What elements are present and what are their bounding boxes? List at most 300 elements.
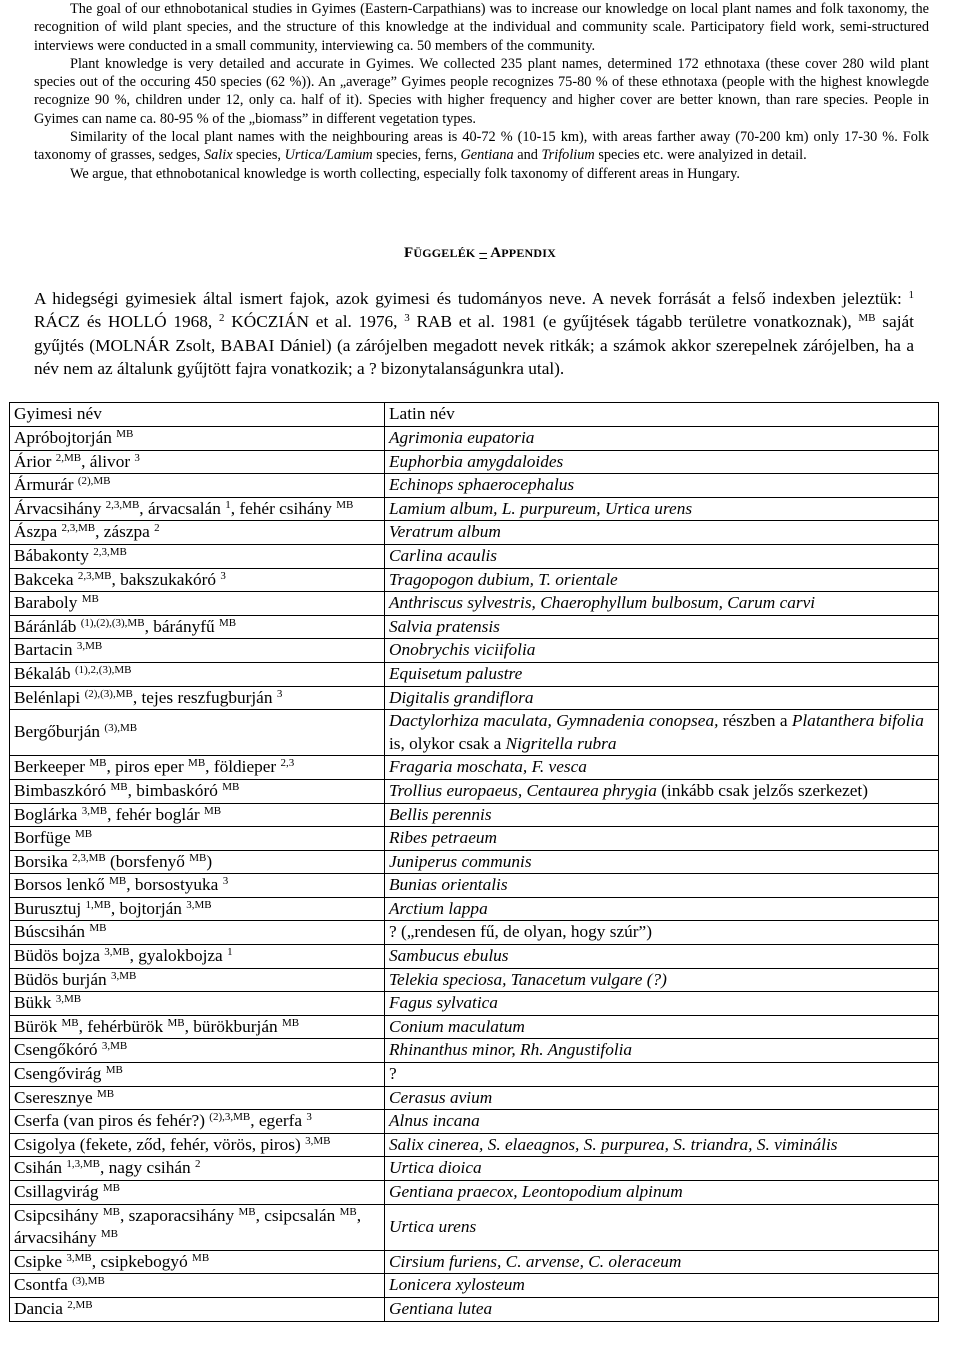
source-superscript: (3),MB (72, 1275, 105, 1288)
local-name: Burusztuj (14, 898, 82, 918)
latin-name: Nigritella rubra (505, 733, 617, 753)
latin-name: Fagus sylvatica (389, 993, 498, 1013)
local-name: Ászpa (14, 522, 58, 542)
source-superscript: 2,MB (67, 1298, 93, 1311)
latin-name-cell (385, 921, 939, 945)
source-superscript: 3,MB (55, 993, 82, 1006)
local-name-cell (10, 850, 385, 874)
latin-name-cell (385, 850, 939, 874)
local-name: Baraboly (14, 593, 78, 613)
intro-text: K (224, 312, 244, 332)
local-name: Ármurár (14, 475, 74, 495)
local-name-cell (10, 1039, 385, 1063)
local-name-cell (10, 921, 385, 945)
table-row (10, 1297, 939, 1321)
intro-superscript: 3 (404, 312, 410, 325)
intro-text: saját gyűjtés (M (34, 312, 914, 355)
latin-name-cell (385, 779, 939, 803)
local-name: Borsika (14, 851, 68, 871)
local-name: , nagy csihán (99, 1158, 191, 1178)
table-row (10, 968, 939, 992)
latin-name-cell (385, 1039, 939, 1063)
table-row (10, 1181, 939, 1205)
source-superscript: MB (222, 780, 240, 793)
latin-name-cell (385, 1086, 939, 1110)
latin-name-cell (385, 992, 939, 1016)
latin-name: Digitalis grandiflora (389, 687, 534, 707)
local-name-cell (10, 1133, 385, 1157)
local-name-cell (10, 1157, 385, 1181)
local-name: , fehér boglár (107, 804, 200, 824)
table-row (10, 592, 939, 616)
abstract-text: and (513, 147, 542, 164)
local-name: , borsostyuka (126, 875, 219, 895)
intro-superscript: MB (858, 312, 876, 325)
table-row (10, 874, 939, 898)
latin-name-cell (385, 1297, 939, 1321)
latin-name-cell (385, 897, 939, 921)
latin-note: is, olykor csak a (389, 733, 506, 753)
latin-name-cell (385, 1133, 939, 1157)
table-row (10, 710, 939, 756)
intro-text: R (409, 312, 429, 332)
source-superscript: MB (218, 616, 237, 629)
local-name: Bábakonty (14, 545, 89, 565)
local-name-cell (10, 827, 385, 851)
table-row (10, 1039, 939, 1063)
local-name: Bürök (14, 1016, 58, 1036)
source-superscript: 3,MB (81, 804, 108, 817)
source-superscript: MB (192, 1251, 210, 1264)
latin-name-cell (385, 803, 939, 827)
latin-name: Anthriscus sylvestris, Chaerophyllum bulbosum, Carum carvi (389, 593, 816, 613)
latin-name: Sambucus ebulus (389, 946, 509, 966)
table-row (10, 1086, 939, 1110)
latin-name: Alnus incana (389, 1111, 480, 1131)
local-name-cell (10, 497, 385, 521)
local-name: Borsos lenkő (14, 875, 105, 895)
table-row (10, 803, 939, 827)
source-superscript: 3,MB (104, 946, 130, 959)
latin-name-cell (385, 686, 939, 710)
source-superscript: MB (74, 828, 93, 841)
abstract-text: Similarity of the local plant names with the neighbouring areas is 40-72 % (10-15 km), with areas farther away (70-200 km) only 17-30 %. Folk taxonomy of grasses, sedges, (34, 129, 929, 164)
local-name: , fehérbürök (78, 1016, 164, 1036)
latin-name: Conium maculatum (389, 1016, 525, 1036)
latin-name-cell (385, 1250, 939, 1274)
local-name: Borfüge (14, 828, 71, 848)
title-letter: F (403, 245, 414, 261)
source-superscript: 3 (220, 569, 226, 582)
local-name-cell (10, 1250, 385, 1274)
abstract-taxon: Salix (203, 147, 233, 164)
latin-name-cell (385, 544, 939, 568)
abstract-paragraph-4: We argue, that ethnobotanical knowledge is worth collecting, especially folk taxonomy of different areas in Hungary. (70, 165, 740, 182)
local-name-cell (10, 615, 385, 639)
source-superscript: MB (105, 1064, 123, 1077)
intro-author: OLNÁR (110, 335, 170, 355)
table-row (10, 1063, 939, 1087)
local-name-cell (10, 1086, 385, 1110)
table-row (10, 897, 939, 921)
local-name: Csengőkóró (14, 1040, 98, 1060)
local-name-cell (10, 1110, 385, 1134)
source-superscript: 3 (276, 687, 283, 700)
source-superscript: MB (116, 428, 134, 440)
table-row (10, 1250, 939, 1274)
intro-superscript: 1 (908, 289, 914, 301)
latin-name: Lonicera xylosteum (389, 1275, 525, 1295)
local-name-cell (10, 710, 385, 756)
local-name: Csillagvirág (14, 1182, 99, 1201)
abstract-taxon: Urtica/Lamium (284, 147, 373, 164)
local-name: Árior (14, 451, 52, 471)
local-name: Báránláb (14, 616, 77, 636)
latin-note: ? („rendesen fű, de olyan, hogy szúr”) (389, 922, 652, 942)
source-superscript: 3,MB (186, 898, 212, 911)
local-name-cell (10, 1063, 385, 1087)
local-name: , bürökburján (184, 1016, 278, 1036)
source-superscript: 3 (222, 875, 229, 888)
local-name: Bartacin (14, 640, 73, 660)
latin-name: Platanthera bifolia (791, 711, 924, 731)
source-superscript: MB (188, 757, 206, 770)
table-row (10, 1133, 939, 1157)
title-smallcaps: ÜGGELÉK (413, 246, 476, 260)
abstract-paragraph-1: The goal of our ethnobotanical studies in Gyimes (Eastern-Carpathians) was to increase our knowledge on local plant names and folk taxonomy, the recognition of wild plant species, and the structure of this knowledge at the individual and community scale. Participatory field work, semi-structured interviews were conducted in a small community, interviewing ca. 50 members of the community. (34, 1, 929, 54)
local-name-cell (10, 662, 385, 686)
intro-text: Zsolt, B (169, 335, 233, 355)
table-row (10, 568, 939, 592)
intro-author: ÁCZ (45, 312, 81, 332)
local-name-cell (10, 427, 385, 451)
abstract-text: species, ferns, (372, 147, 461, 164)
local-name: Berkeeper (14, 757, 85, 777)
source-superscript: 2 (195, 1158, 201, 1171)
local-name: , csipcsalán (255, 1205, 336, 1225)
appendix-title (0, 245, 960, 262)
local-name: Cseresznye (14, 1087, 93, 1107)
local-name: Csontfa (14, 1275, 68, 1295)
local-name: , bakszukakóró (111, 569, 217, 589)
table-row (10, 1274, 939, 1298)
source-superscript: MB (204, 804, 222, 817)
local-name: , piros eper (106, 757, 184, 777)
table-row (10, 756, 939, 780)
local-name: Dancia (14, 1298, 63, 1318)
local-name: Büdös burján (14, 969, 107, 989)
latin-name: Onobrychis viciifolia (389, 640, 536, 660)
local-name-cell (10, 639, 385, 663)
latin-name: Ribes petraeum (389, 828, 497, 848)
source-superscript: 2,MB (55, 451, 82, 464)
plant-names-table (9, 402, 939, 1322)
source-superscript: 3,MB (305, 1134, 331, 1147)
local-name-cell (10, 1204, 385, 1250)
latin-name: Tragopogon dubium, T. orientale (389, 569, 618, 589)
local-name: Búscsihán (14, 922, 86, 942)
source-superscript: 2,3,MB (93, 545, 127, 558)
local-name: Boglárka (14, 804, 78, 824)
local-name-cell (10, 592, 385, 616)
latin-name-cell (385, 662, 939, 686)
table-row (10, 827, 939, 851)
source-superscript: 3 (134, 451, 140, 464)
latin-name: Urtica urens (389, 1216, 477, 1236)
latin-name-cell (385, 827, 939, 851)
local-name: Bakceka (14, 569, 74, 589)
latin-name-cell (385, 874, 939, 898)
abstract-text: species etc. were analyized in detail. (594, 147, 807, 164)
abstract (34, 0, 929, 183)
table-header-row (10, 403, 939, 427)
source-superscript: MB (81, 593, 99, 606)
latin-name: Cerasus avium (389, 1087, 493, 1107)
source-superscript: MB (61, 1016, 79, 1029)
latin-name: Juniperus communis (389, 851, 532, 871)
latin-name-cell (385, 1157, 939, 1181)
source-superscript: 2,3,MB (77, 569, 112, 582)
local-name: , zászpa (95, 522, 150, 542)
local-name-cell (10, 544, 385, 568)
latin-name-cell (385, 756, 939, 780)
source-superscript: MB (102, 1205, 120, 1218)
latin-name-cell (385, 521, 939, 545)
source-superscript: MB (89, 757, 107, 770)
latin-name-cell (385, 450, 939, 474)
local-name-cell (10, 450, 385, 474)
local-name: Csengővirág (14, 1064, 102, 1084)
intro-author: AB (428, 312, 453, 332)
table-row (10, 850, 939, 874)
source-superscript: (2),MB (77, 475, 111, 488)
local-name-cell (10, 474, 385, 498)
local-name: ) (206, 851, 213, 871)
title-letter: A (490, 245, 502, 261)
local-name-cell (10, 686, 385, 710)
table-row (10, 497, 939, 521)
source-superscript: MB (97, 1087, 115, 1100)
header-local-name: Gyimesi név (10, 403, 385, 427)
local-name-cell (10, 521, 385, 545)
local-name: , csipkebogyó (91, 1251, 188, 1271)
source-superscript: 2,3,MB (72, 851, 106, 864)
source-superscript: MB (167, 1016, 185, 1029)
latin-name-cell (385, 427, 939, 451)
intro-text: R (34, 312, 46, 332)
local-name: Apróbojtorján (14, 428, 112, 447)
latin-name: Euphorbia amygdaloides (389, 451, 564, 471)
local-name-cell (10, 992, 385, 1016)
latin-name-cell (385, 1274, 939, 1298)
local-name: , fehér csihány (230, 498, 332, 518)
latin-name: Salix cinerea, S. elaeagnos, S. purpurea, S. triandra, S. viminális (389, 1134, 838, 1154)
source-superscript: MB (102, 1182, 120, 1194)
latin-name-cell (385, 968, 939, 992)
local-name: , gyalokbojza (129, 946, 223, 966)
latin-name: Equisetum palustre (389, 663, 523, 683)
local-name: , árvacsihány (14, 1205, 362, 1248)
table-row (10, 992, 939, 1016)
latin-name-cell (385, 497, 939, 521)
local-name-cell (10, 803, 385, 827)
local-name: , bojtorján (110, 898, 182, 918)
intro-text: 1968, (166, 312, 219, 332)
latin-name-cell (385, 1063, 939, 1087)
table-row (10, 615, 939, 639)
intro-text: Dániel) (a zárójelben megadott nevek ritkák; a számok akkor szerepelnek zárójelben, ha a név nem az általunk gyűjtött fajra vonatkozik; a ? bizonytalanságunkra utal). (34, 335, 914, 379)
latin-name: Urtica dioica (389, 1158, 482, 1178)
local-name: Csipke (14, 1251, 63, 1271)
abstract-paragraph-3 (34, 128, 929, 165)
local-name: Bükk (14, 993, 52, 1013)
source-superscript: 1,3,MB (66, 1158, 100, 1171)
intro-text: A hidegségi gyimesiek által ismert fajok, azok gyimesi és tudományos neve. A nevek forrását a felső indexben jeleztük: (34, 289, 909, 308)
table-row (10, 639, 939, 663)
local-name-cell (10, 1015, 385, 1039)
local-name: Csihán (14, 1158, 63, 1178)
local-name: , bimbaskóró (127, 780, 218, 800)
local-name: Bergőburján (14, 722, 101, 742)
latin-name: Bellis perennis (389, 804, 492, 824)
latin-name: Bunias orientalis (389, 875, 508, 895)
intro-author: ÓCZIÁN (243, 312, 310, 332)
source-superscript: 3,MB (66, 1251, 92, 1264)
local-name-cell (10, 945, 385, 969)
source-superscript: (2),(3),MB (84, 687, 133, 700)
table-row (10, 1110, 939, 1134)
latin-name: Cirsium furiens, C. arvense, C. oleraceum (389, 1251, 682, 1271)
local-name: Bimbaszkóró (14, 780, 107, 800)
source-superscript: 3,MB (76, 640, 103, 653)
local-name: , tejes reszfugburján (132, 687, 273, 707)
abstract-text: species, (232, 147, 285, 164)
source-superscript: 3,MB (101, 1040, 128, 1053)
title-smallcaps: PPENDIX (501, 246, 557, 260)
latin-name-cell (385, 592, 939, 616)
intro-author: ABAI (232, 335, 275, 355)
local-name: , szaporacsihány (119, 1205, 235, 1225)
latin-name-cell (385, 568, 939, 592)
title-dash: – (479, 245, 488, 261)
local-name: (borsfenyő (105, 851, 185, 871)
table-row (10, 1204, 939, 1250)
latin-name-cell (385, 1204, 939, 1250)
latin-name-cell (385, 474, 939, 498)
latin-name: Gentiana lutea (389, 1298, 493, 1318)
local-name: , földieper (205, 757, 277, 777)
table-row (10, 544, 939, 568)
local-name: Békaláb (14, 663, 71, 683)
source-superscript: MB (238, 1205, 256, 1218)
latin-name: Carlina acaulis (389, 545, 498, 565)
abstract-taxon: Gentiana (460, 147, 514, 164)
source-superscript: MB (100, 1228, 118, 1241)
latin-name-cell (385, 1181, 939, 1205)
local-name: Árvacsihány (14, 498, 102, 518)
source-superscript: 3,MB (110, 969, 137, 982)
latin-name: Veratrum album (389, 522, 501, 542)
source-superscript: (1),2,(3),MB (74, 663, 132, 676)
latin-note: ? (389, 1064, 397, 1084)
local-name: Csigolya (fekete, ződ, fehér, vörös, piros) (14, 1134, 301, 1154)
table-row (10, 427, 939, 451)
local-name: Csipcsihány (14, 1205, 99, 1225)
table-row (10, 474, 939, 498)
latin-note: részben a (718, 711, 792, 731)
latin-name: Dactylorhiza maculata, Gymnadenia conopsea, (389, 711, 719, 731)
local-name: , egerfa (250, 1111, 303, 1131)
latin-name: Lamium album, L. purpureum, Urtica urens (389, 498, 693, 518)
local-name-cell (10, 1274, 385, 1298)
local-name-cell (10, 756, 385, 780)
intro-author: OLLÓ (120, 312, 167, 332)
table-row (10, 1015, 939, 1039)
latin-name: Agrimonia eupatoria (389, 428, 535, 447)
local-name-cell (10, 968, 385, 992)
source-superscript: MB (110, 780, 128, 793)
intro-text: et al. 1976, (309, 312, 405, 332)
latin-name: Fragaria moschata, F. vesca (389, 757, 587, 777)
appendix-intro (34, 287, 914, 381)
table-row (10, 1157, 939, 1181)
latin-name: Echinops sphaerocephalus (389, 475, 575, 495)
local-name: , árvacsalán (139, 498, 221, 518)
header-latin-name: Latin név (385, 403, 939, 427)
table-row (10, 521, 939, 545)
source-superscript: (2),3,MB (209, 1111, 251, 1124)
source-superscript: 1,MB (85, 898, 111, 911)
local-name-cell (10, 874, 385, 898)
source-superscript: MB (336, 498, 354, 511)
table-row (10, 921, 939, 945)
latin-name-cell (385, 639, 939, 663)
source-superscript: 1 (225, 498, 231, 511)
latin-name: Arctium lappa (389, 898, 488, 918)
local-name-cell (10, 1297, 385, 1321)
source-superscript: MB (109, 875, 127, 888)
source-superscript: MB (282, 1016, 300, 1029)
source-superscript: MB (189, 851, 207, 864)
latin-name: Salvia pratensis (389, 616, 500, 636)
latin-name: Telekia speciosa, Tanacetum vulgare (?) (389, 969, 667, 989)
source-superscript: 2,3,MB (61, 522, 96, 535)
table-row (10, 945, 939, 969)
local-name-cell (10, 779, 385, 803)
source-superscript: (3),MB (104, 722, 138, 735)
latin-name: Rhinanthus minor, Rh. Angustifolia (389, 1040, 633, 1060)
intro-superscript: 2 (219, 312, 225, 325)
latin-name-cell (385, 945, 939, 969)
latin-name: Gentiana praecox, Leontopodium alpinum (389, 1182, 683, 1201)
latin-name-cell (385, 1110, 939, 1134)
source-superscript: (1),(2),(3),MB (80, 616, 145, 629)
source-superscript: MB (339, 1205, 357, 1218)
source-superscript: 2,3,MB (105, 498, 140, 511)
source-superscript: 2 (154, 522, 160, 535)
intro-text: et al. 1981 (e gyűjtések tágabb területre vonatkoznak), (452, 312, 859, 332)
intro-text: és H (80, 312, 121, 332)
source-superscript: 1 (227, 946, 233, 959)
local-name-cell (10, 897, 385, 921)
table-row (10, 662, 939, 686)
latin-name-cell (385, 1015, 939, 1039)
local-name: , bárányfű (144, 616, 215, 636)
table-row (10, 686, 939, 710)
table-row (10, 450, 939, 474)
source-superscript: 2,3 (280, 757, 295, 770)
abstract-taxon: Trifolium (541, 147, 595, 164)
